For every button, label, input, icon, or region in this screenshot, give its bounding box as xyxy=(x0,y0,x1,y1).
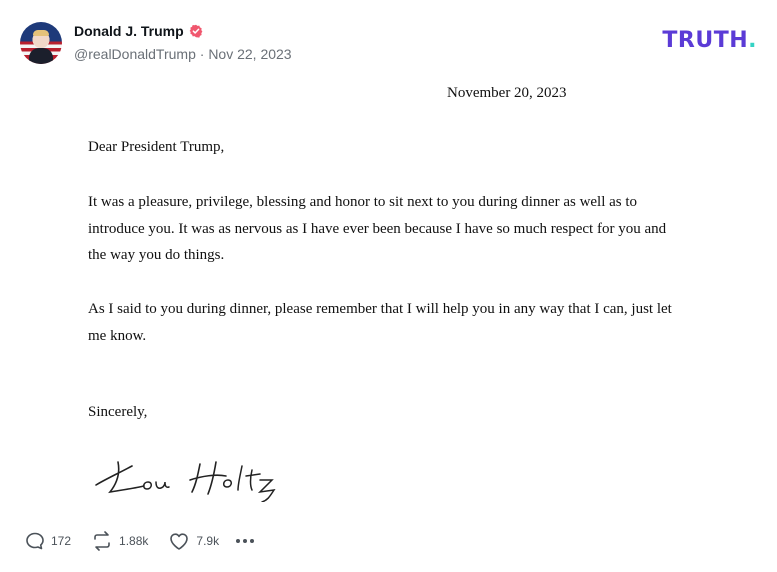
meta-separator: · xyxy=(199,46,205,62)
signature-image xyxy=(92,452,292,502)
letter-greeting: Dear President Trump, xyxy=(88,139,225,155)
letter-date: November 20, 2023 xyxy=(447,85,567,101)
avatar[interactable] xyxy=(20,22,62,64)
letter-paragraph-2: As I said to you during dinner, please remember that I will help you in any way that I can, just let me know. xyxy=(88,301,672,344)
truth-logo[interactable] xyxy=(662,28,757,53)
more-icon[interactable] xyxy=(236,539,254,543)
reply-button[interactable] xyxy=(25,531,71,551)
avatar-hair xyxy=(33,30,49,36)
like-icon xyxy=(168,531,190,551)
letter-closing: Sincerely, xyxy=(88,404,148,420)
post-date[interactable]: Nov 22, 2023 xyxy=(208,46,292,62)
name-row xyxy=(74,23,203,39)
post-actions xyxy=(25,530,254,552)
retruth-button[interactable] xyxy=(91,531,148,551)
retruth-icon xyxy=(91,531,113,551)
retruth-count: 1.88k xyxy=(119,534,149,548)
more-dot xyxy=(236,539,240,543)
post-meta xyxy=(74,46,292,62)
letter-paragraph-1: It was a pleasure, privilege, blessing and honor to sit next to you during dinner as well as to introduce you. It was as nervous as I have ever been because I have so much respect for you and the way you do things. xyxy=(88,194,667,263)
logo-text: TRUTH xyxy=(662,28,749,53)
handle[interactable]: @realDonaldTrump xyxy=(74,46,196,62)
avatar-suit xyxy=(29,48,53,64)
reply-count: 172 xyxy=(51,534,72,548)
verified-badge-icon xyxy=(189,24,203,38)
reply-icon xyxy=(25,531,45,551)
more-dot xyxy=(250,539,254,543)
like-count: 7.9k xyxy=(196,534,220,548)
post-header xyxy=(20,20,757,68)
like-button[interactable] xyxy=(168,531,219,551)
logo-dot: . xyxy=(748,28,757,53)
letter-image[interactable] xyxy=(20,72,757,508)
display-name[interactable]: Donald J. Trump xyxy=(74,23,184,39)
more-dot xyxy=(243,539,247,543)
